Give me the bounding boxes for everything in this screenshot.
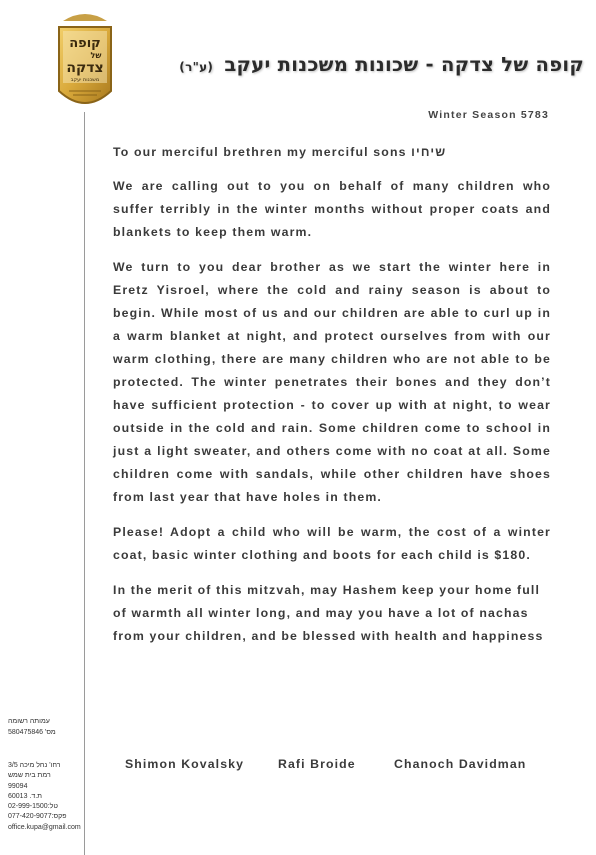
logo-text-line-4: משכנות יעקב bbox=[70, 77, 100, 83]
registration-line: מס' 580475846 bbox=[8, 729, 56, 736]
signature-name: Rafi Broide bbox=[278, 757, 356, 771]
signature-name: Shimon Kovalsky bbox=[125, 757, 245, 771]
letter-greeting: To our merciful brethren my merciful sons שיחיו bbox=[113, 145, 447, 159]
registration-info bbox=[8, 716, 80, 738]
letterhead-title bbox=[179, 53, 584, 76]
contact-line: רמת בית שמש bbox=[8, 772, 51, 780]
letter-paragraph: We are calling out to you on behalf of many children who suffer terribly in the winter months without proper coats and blankets to keep them warm. bbox=[113, 179, 551, 239]
letterhead-title-suffix: (ע"ר) bbox=[179, 60, 214, 74]
letter-paragraph: We turn to you dear brother as we start the winter here in Eretz Yisroel, where the cold and rainy season is about to begin. While most of us and our children are able to curl up in a warm blanket at night, and protect ourselves from with our warm clothing, there are many children who are not able to be protected. The winter penetrates their bones and they don’t have sufficient protection - to cover up with at night, to wear outside in the cold and rain. Some children come to school in just a light sweater, and others come with no coat at all. Some children come with sandals, while other children have shoes from last year that have holes in them. bbox=[113, 260, 551, 504]
logo-text-line-2: של bbox=[90, 51, 102, 60]
contact-line: רחו' נחל מיכה 3/5 bbox=[8, 762, 61, 769]
signature-name: Chanoch Davidman bbox=[394, 757, 527, 771]
contact-line: טל:02-999-1500 bbox=[8, 803, 58, 811]
contact-line: 99094 bbox=[8, 782, 28, 790]
logo-text-line-1: קופה bbox=[69, 36, 101, 51]
contact-info bbox=[8, 761, 80, 833]
letter-body bbox=[113, 141, 551, 660]
season-label: Winter Season 5783 bbox=[428, 109, 549, 121]
contact-email: office.kupa@gmail.com bbox=[8, 823, 81, 831]
letter-paragraph: Please! Adopt a child who will be warm, the cost of a winter coat, basic winter clothing and boots for each child is $180. bbox=[113, 525, 551, 562]
organization-logo bbox=[51, 11, 119, 113]
letterhead-title-text: קופה של צדקה - שכונות משכנות יעקב bbox=[224, 53, 584, 76]
contact-line: ת.ד. 60013 bbox=[8, 792, 43, 800]
letter-paragraph: In the merit of this mitzvah, may Hashem keep your home full of warmth all winter long, and may you have a lot of nachas from your children, and be blessed with health and happiness bbox=[113, 583, 544, 643]
contact-line: פקס:077-420-9077 bbox=[8, 813, 67, 821]
logo-text-line-3: צדקה bbox=[66, 60, 104, 76]
registration-line: עמותה רשומה bbox=[8, 718, 50, 725]
margin-divider-line bbox=[84, 112, 85, 855]
